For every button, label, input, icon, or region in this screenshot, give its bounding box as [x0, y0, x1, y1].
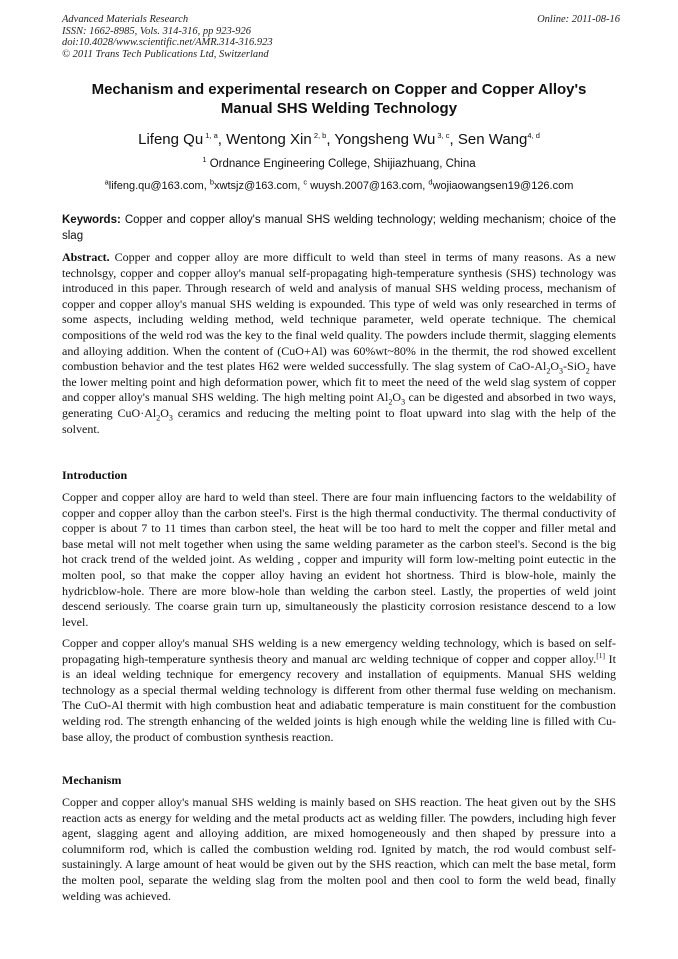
section-heading-introduction: Introduction: [62, 468, 128, 482]
affil-mark: 1: [202, 155, 207, 165]
affil-text: Ordnance Engineering College, Shijiazhuang, China: [206, 158, 476, 170]
subscript: 2: [388, 397, 393, 407]
affiliation: [62, 157, 616, 171]
email-mark: b: [209, 177, 214, 187]
author-affil-mark: 2, b: [311, 131, 327, 140]
abstract-text: O: [392, 390, 402, 405]
abstract-text: can be digested and absorbed in two ways, generating CuO·Al: [62, 390, 616, 420]
citation-ref: [1]: [596, 650, 605, 660]
introduction-paragraph-2: [62, 636, 616, 745]
journal-header: [62, 14, 620, 60]
author-name: Wentong Xin: [226, 131, 312, 148]
subscript: 2: [156, 413, 161, 423]
subscript: 3: [559, 366, 564, 376]
author-list: Lifeng Qu $^{1, a}$, Wentong Xin $^{2, b}$, Yongsheng Wu $^{3, c}$, Sen Wang$^{4, d}$: [138, 131, 540, 148]
keywords-text: Copper and copper alloy's manual SHS welding technology; welding mechanism; choice of the slag: [62, 214, 616, 242]
email-address: xwtsjz@163.com,: [214, 180, 304, 192]
abstract-text: Copper and copper alloy are more difficult to weld than steel in terms of many reasons. As a new technolsgy, copper and copper alloy's manual self-propagating high-temperature synthesis (SHS) technology was introduced in this paper. Through research of weld and analysis of manual SHS welding process, mechanism of copper and copper alloy's manual SHS welding is expounded. This type of weld was only researched in terms of some aspects, including welding method, weld technique parameter, weld operate technique. The chemical compositions of the weld rod was the key to the final weld quality. The powders include thermit, slagging elements and alloying addition. When the content of (CuO+Al) was 60%wt~80% in the thermit, the rod showed excellent combustion behavior and the test plates H62 were welded successfully. The slag system of CaO-Al: [62, 250, 616, 374]
author-name: Sen Wang: [457, 131, 528, 148]
abstract-text: have the lower melting point and high deformation power, which fit to meet the need of the weld slag system of copper and copper alloy's manual SHS welding. The high melting point Al: [62, 359, 617, 405]
title-line-1: Mechanism and experimental research on Copper and Copper Alloy's: [91, 81, 587, 98]
email-address: wuysh.2007@163.com,: [307, 180, 429, 192]
issn-line: ISSN: 1662-8985, Vols. 314-316, pp 923-926: [62, 25, 251, 37]
email-mark: a: [104, 177, 109, 187]
email-address: lifeng.qu@163.com,: [108, 180, 210, 192]
abstract-text: O: [550, 359, 560, 374]
subscript: 3: [401, 397, 406, 407]
author-name: Lifeng Qu: [138, 131, 204, 148]
email-mark: c: [303, 177, 308, 187]
abstract-text: -SiO: [563, 359, 586, 374]
author-name: Yongsheng Wu: [334, 131, 436, 148]
paper-title: [62, 80, 616, 118]
email-address: wojiaowangsen19@126.com: [432, 180, 574, 192]
author-affil-mark: 3, c: [435, 131, 450, 140]
section-heading-mechanism: Mechanism: [62, 773, 122, 787]
author-affil-mark: 4, d: [527, 131, 540, 140]
abstract-text: O: [160, 405, 169, 420]
abstract-text: ceramics and reducing the melting point to float upward into slag with the help of the solvent.: [62, 405, 616, 436]
journal-name: Advanced Materials Research: [62, 14, 189, 25]
doi-line: doi:10.4028/www.scientific.net/AMR.314-316.923: [62, 37, 273, 48]
author-affil-mark: 1, a: [203, 131, 218, 140]
abstract-label: Abstract.: [62, 250, 110, 264]
mechanism-paragraph-1: Copper and copper alloy's manual SHS welding is mainly based on SHS reaction. The heat given out by the SHS reaction acts as energy for welding and the metal products act as welding filler. The powders, including high fever agent, slagging agent and alloying addition, are mixed homogeneously and then shaped by pressure into a columniform rod, which is called the combustion welding rod. Ignited by match, the rod would combust self-sustainingly. A large amount of heat would be given out by the SHS reaction, which can melt the base metal, form the molten pool, separate the welding slag from the molten pool and then cool to form the weld bead, finally welding was achieved.: [62, 795, 616, 903]
subscript: 3: [168, 413, 173, 423]
online-date: Online: 2011-08-16: [537, 14, 620, 25]
copyright-line: © 2011 Trans Tech Publications Ltd, Switzerland: [62, 48, 269, 60]
abstract: [62, 250, 616, 437]
introduction-paragraph-1: Copper and copper alloy are hard to weld than steel. There are four main influencing factors to the weldability of copper and copper alloy than the carbon steel's. First is the high thermal conductivity. The thermal conductivity of copper is about 7 to 11 times than carbon steel, the heat will be too hard to melt the copper and filler metal and base metal will not melt together when using the same welding parameter as the carbon steel's. Second is the big hot crack trend of the welded joint. As welding , copper and impurity will form low-melting point eutectic in the molten pool, so that make the copper alloy having an evident hot shortness. Third is blow-hole, mainly the hydricblow-hole. There are more blow-hole than welding the carbon steel. Lastly, the properties of weld joint descend seriously. The coarse grain turn up, simultaneously the plasticity corrosion resistance descend to a low level.: [62, 490, 616, 629]
subscript: 2: [546, 366, 551, 376]
title-line-2: Manual SHS Welding Technology: [220, 100, 458, 117]
subscript: 2: [585, 366, 590, 376]
paragraph-text: It is an ideal welding technique for emergency recovery and installation of equipments. Manual SHS welding technology as a special thermal welding technology is different from other thermal fuse welding on mechanism. The CuO-Al thermit with high combustion heat and adiabatic temperature is main constituent for the combustion welding rod. The strength enhancing of the welded joints is high enough while the welding line is filled with Cu-base alloy, the product of combustion synthesis reaction.: [62, 651, 616, 744]
keywords: [62, 213, 616, 244]
email-list: [62, 179, 616, 193]
paragraph-text: Copper and copper alloy's manual SHS welding is a new emergency welding technology, which is based on self-propagating high-temperature synthesis theory and manual arc welding technique of copper and copper alloy.: [62, 636, 616, 666]
keywords-label: Keywords:: [62, 214, 121, 226]
email-mark: d: [428, 177, 433, 187]
